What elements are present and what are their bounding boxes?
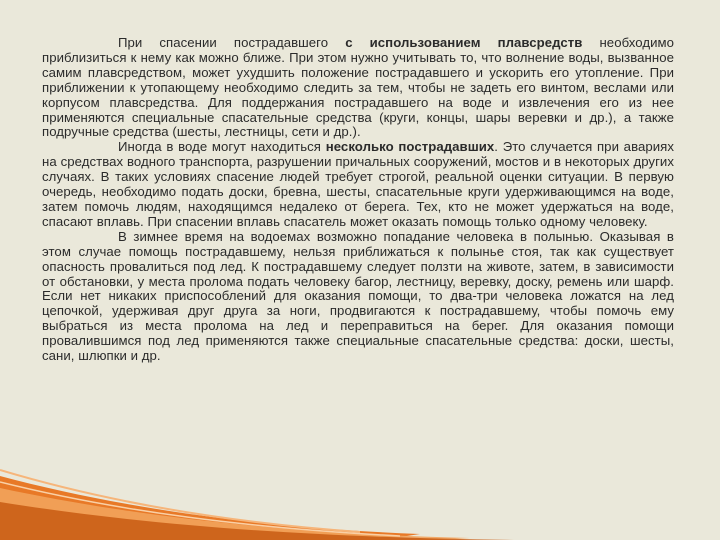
paragraph-3-pre: В зимнее время на водоемах возможно попадание человека в полынью. Оказывая в этом случае помощь пострадавшему, нельзя приближаться к полынье стоя, так как существует опасность провалиться под лед. К пострадавшему следует ползти на животе, затем, в зависимости от обстановки, у места пролома подать человеку багор, лестницу, веревку, доску, ремень или шарф. Если нет никаких приспособлений для оказания помощи, то два-три человека ложатся на лед цепочкой, удерживая друг друга за ноги, продвигаются к пострадавшему, чтобы помочь ему выбраться из места пролома на лед и переправиться на берег. Для оказания помощи провалившимся под лед применяются также специальные спасательные средства: доски, шесты, сани, шлюпки и др. [42, 228, 674, 364]
orange-swoosh-decoration [0, 430, 720, 540]
body-text [42, 36, 674, 364]
paragraph-1-pre: При спасении пострадавшего [118, 35, 346, 50]
paragraph-several-victims [42, 140, 674, 229]
paragraph-1-bold: с использованием плавсредств [345, 35, 583, 50]
paragraph-2-pre: Иногда в воде могут находиться [118, 139, 326, 155]
paragraph-1-post: необходимо приблизиться к нему как можно ближе. При этом нужно учитывать то, что волнение воды, вызванное самим плавсредством, может ухудшить положение пострадавшего и ускорить его утопление. При приближении к утопающему необходимо следить за тем, чтобы не задеть его винтом, веслами или корпусом плавсредства. Для поддержания пострадавшего на воде и извлечения его из нее применяются специальные спасательные средства (круги, концы, шары веревки и др.), а также подручные средства (шесты, лестницы, сети и др.). [42, 35, 674, 140]
paragraph-2-post: . Это случается при авариях на средствах водного транспорта, разрушении причальных сооружений, мостов и в некоторых других случаях. В таких условиях спасение людей требует строгой, реальной оценки ситуации. В первую очередь, необходимо подать доски, бревна, шесты, спасательные круги удерживающимся на воде, затем помочь людям, находящимся недалеко от берега. Тех, кто не может удержаться на воде, спасают вплавь. При спасении вплавь спасатель может оказать помощь только одному человеку. [42, 139, 674, 229]
paragraph-rescue-boats [42, 36, 674, 140]
paragraph-2-bold: несколько пострадавших [325, 139, 495, 155]
paragraph-ice-rescue [42, 230, 674, 364]
